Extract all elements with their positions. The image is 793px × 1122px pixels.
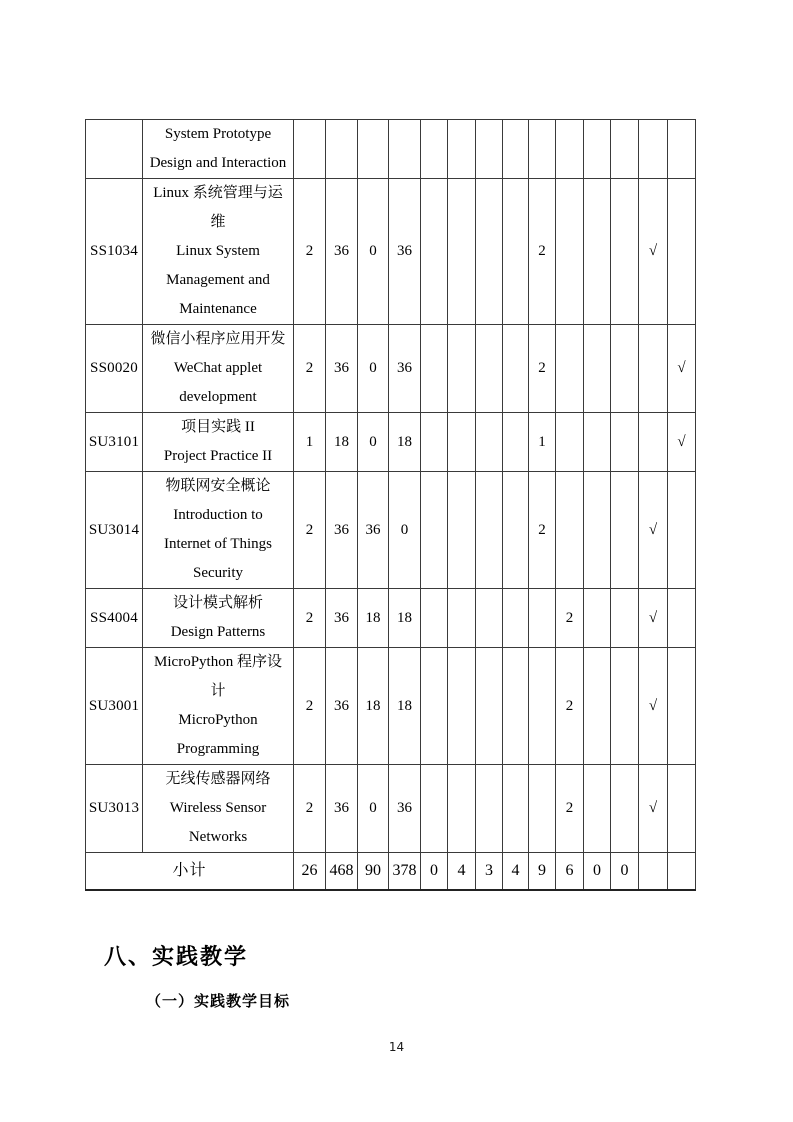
course-lecture-hours: 0 xyxy=(358,179,389,325)
course-semester-8 xyxy=(611,589,639,648)
course-row-1 xyxy=(86,179,696,325)
subtotal-semester-4: 4 xyxy=(503,853,529,890)
course-exam-check: √ xyxy=(639,589,668,648)
course-name-line: 无线传感器网络 xyxy=(165,771,271,787)
course-row-7 xyxy=(86,765,696,853)
course-name-line: 项目实践 II xyxy=(181,419,255,435)
course-name xyxy=(143,120,294,179)
course-name xyxy=(143,179,294,325)
course-semester-5 xyxy=(529,648,556,765)
course-semester-7 xyxy=(584,413,611,472)
course-semester-5: 1 xyxy=(529,413,556,472)
course-exam-check xyxy=(639,325,668,413)
course-name-line: development xyxy=(179,389,257,405)
subtotal-semester-6: 6 xyxy=(556,853,584,890)
course-semester-4 xyxy=(503,325,529,413)
course-code: SU3001 xyxy=(86,648,143,765)
course-name-line: Project Practice II xyxy=(163,448,273,464)
course-semester-6 xyxy=(556,325,584,413)
course-name-line: Wireless Sensor xyxy=(169,800,267,816)
course-total-hours xyxy=(326,120,358,179)
course-exam-check: √ xyxy=(639,648,668,765)
course-name-line: MicroPython 程序设 xyxy=(154,654,282,670)
course-total-hours: 18 xyxy=(326,413,358,472)
course-practice-hours: 36 xyxy=(389,325,421,413)
course-semester-1 xyxy=(421,765,448,853)
course-name-line: Internet of Things xyxy=(163,536,273,552)
course-semester-2 xyxy=(448,765,476,853)
course-semester-4 xyxy=(503,472,529,589)
section-heading: 八、实践教学 xyxy=(104,945,249,970)
course-semester-2 xyxy=(448,413,476,472)
course-name-line: Networks xyxy=(188,829,248,845)
course-name xyxy=(143,413,294,472)
course-semester-8 xyxy=(611,765,639,853)
subtotal-exam-check xyxy=(639,853,668,890)
course-semester-2 xyxy=(448,589,476,648)
course-semester-6 xyxy=(556,472,584,589)
course-practice-hours: 18 xyxy=(389,648,421,765)
course-semester-7 xyxy=(584,648,611,765)
course-code: SS0020 xyxy=(86,325,143,413)
course-assessment-check xyxy=(668,765,696,853)
course-semester-4 xyxy=(503,120,529,179)
course-total-hours: 36 xyxy=(326,589,358,648)
course-semester-1 xyxy=(421,120,448,179)
course-semester-3 xyxy=(476,472,503,589)
course-semester-7 xyxy=(584,589,611,648)
course-semester-5: 2 xyxy=(529,179,556,325)
course-lecture-hours xyxy=(358,120,389,179)
course-name-line: Design Patterns xyxy=(170,624,266,640)
course-semester-7 xyxy=(584,765,611,853)
course-semester-7 xyxy=(584,472,611,589)
course-name-line: Linux 系统管理与运 xyxy=(153,185,283,201)
course-semester-6: 2 xyxy=(556,589,584,648)
subtotal-practice-hours: 378 xyxy=(389,853,421,890)
course-semester-3 xyxy=(476,765,503,853)
course-semester-6: 2 xyxy=(556,648,584,765)
course-name-line: Introduction to xyxy=(173,507,263,523)
course-practice-hours: 36 xyxy=(389,179,421,325)
course-semester-8 xyxy=(611,648,639,765)
course-code: SU3014 xyxy=(86,472,143,589)
course-semester-5: 2 xyxy=(529,472,556,589)
subtotal-semester-7: 0 xyxy=(584,853,611,890)
course-row-3 xyxy=(86,413,696,472)
course-semester-5 xyxy=(529,765,556,853)
course-lecture-hours: 36 xyxy=(358,472,389,589)
course-code: SS4004 xyxy=(86,589,143,648)
course-semester-7 xyxy=(584,120,611,179)
course-exam-check xyxy=(639,120,668,179)
course-total-hours: 36 xyxy=(326,325,358,413)
course-name-line: Linux System xyxy=(176,243,260,259)
course-lecture-hours: 18 xyxy=(358,648,389,765)
course-practice-hours xyxy=(389,120,421,179)
course-assessment-check: √ xyxy=(668,325,696,413)
page-number: 14 xyxy=(388,1040,405,1054)
course-total-hours: 36 xyxy=(326,765,358,853)
course-lecture-hours: 0 xyxy=(358,765,389,853)
subtotal-total-hours: 468 xyxy=(326,853,358,890)
course-semester-8 xyxy=(611,120,639,179)
course-semester-1 xyxy=(421,325,448,413)
course-semester-8 xyxy=(611,325,639,413)
course-semester-2 xyxy=(448,472,476,589)
course-name-line: 维 xyxy=(210,214,226,230)
course-semester-8 xyxy=(611,472,639,589)
course-semester-4 xyxy=(503,413,529,472)
course-code: SU3013 xyxy=(86,765,143,853)
course-name xyxy=(143,765,294,853)
course-semester-4 xyxy=(503,648,529,765)
course-name-line: Programming xyxy=(176,741,260,757)
course-credits: 2 xyxy=(294,179,326,325)
course-semester-5: 2 xyxy=(529,325,556,413)
course-name xyxy=(143,325,294,413)
subtotal-row xyxy=(86,853,696,890)
subtotal-semester-2: 4 xyxy=(448,853,476,890)
course-name-line: 微信小程序应用开发 xyxy=(150,331,286,347)
subtotal-credits: 26 xyxy=(294,853,326,890)
subtotal-semester-1: 0 xyxy=(421,853,448,890)
course-semester-2 xyxy=(448,648,476,765)
course-semester-6 xyxy=(556,179,584,325)
course-semester-2 xyxy=(448,325,476,413)
course-credits xyxy=(294,120,326,179)
course-semester-2 xyxy=(448,120,476,179)
subtotal-semester-8: 0 xyxy=(611,853,639,890)
course-name-line: System Prototype xyxy=(164,126,272,142)
course-name-line: WeChat applet xyxy=(173,360,263,376)
section-subheading: （一）实践教学目标 xyxy=(146,992,291,1010)
course-semester-3 xyxy=(476,589,503,648)
course-practice-hours: 36 xyxy=(389,765,421,853)
course-code: SU3101 xyxy=(86,413,143,472)
course-semester-3 xyxy=(476,648,503,765)
course-semester-3 xyxy=(476,179,503,325)
course-semester-5 xyxy=(529,589,556,648)
course-semester-8 xyxy=(611,179,639,325)
course-table xyxy=(85,119,696,891)
course-lecture-hours: 18 xyxy=(358,589,389,648)
course-name-line: Security xyxy=(193,565,243,581)
course-name-line: 设计模式解析 xyxy=(172,595,263,611)
course-semester-1 xyxy=(421,472,448,589)
course-name-line: 计 xyxy=(210,683,226,699)
course-semester-5 xyxy=(529,120,556,179)
course-total-hours: 36 xyxy=(326,472,358,589)
course-assessment-check xyxy=(668,589,696,648)
course-name xyxy=(143,472,294,589)
course-semester-1 xyxy=(421,648,448,765)
course-practice-hours: 18 xyxy=(389,413,421,472)
course-exam-check xyxy=(639,413,668,472)
course-semester-6 xyxy=(556,413,584,472)
course-row-6 xyxy=(86,648,696,765)
course-exam-check: √ xyxy=(639,765,668,853)
course-semester-7 xyxy=(584,179,611,325)
course-semester-1 xyxy=(421,179,448,325)
course-semester-8 xyxy=(611,413,639,472)
course-semester-2 xyxy=(448,179,476,325)
course-code xyxy=(86,120,143,179)
course-semester-4 xyxy=(503,179,529,325)
subtotal-label: 小计 xyxy=(86,853,294,890)
course-semester-3 xyxy=(476,325,503,413)
course-code: SS1034 xyxy=(86,179,143,325)
course-row-2 xyxy=(86,325,696,413)
course-total-hours: 36 xyxy=(326,648,358,765)
course-assessment-check xyxy=(668,472,696,589)
course-table-body xyxy=(86,120,696,890)
subtotal-semester-3: 3 xyxy=(476,853,503,890)
course-credits: 2 xyxy=(294,472,326,589)
course-name-line: MicroPython xyxy=(178,712,258,728)
course-semester-3 xyxy=(476,413,503,472)
course-name xyxy=(143,648,294,765)
course-practice-hours: 18 xyxy=(389,589,421,648)
course-semester-7 xyxy=(584,325,611,413)
course-assessment-check xyxy=(668,120,696,179)
course-semester-6: 2 xyxy=(556,765,584,853)
subtotal-semester-5: 9 xyxy=(529,853,556,890)
course-semester-1 xyxy=(421,413,448,472)
course-credits: 2 xyxy=(294,325,326,413)
course-lecture-hours: 0 xyxy=(358,325,389,413)
course-semester-4 xyxy=(503,589,529,648)
course-row-0 xyxy=(86,120,696,179)
course-name-line: Maintenance xyxy=(179,301,257,317)
course-assessment-check xyxy=(668,179,696,325)
subtotal-assessment-check xyxy=(668,853,696,890)
course-exam-check: √ xyxy=(639,472,668,589)
course-semester-4 xyxy=(503,765,529,853)
course-semester-3 xyxy=(476,120,503,179)
course-credits: 1 xyxy=(294,413,326,472)
course-row-5 xyxy=(86,589,696,648)
course-credits: 2 xyxy=(294,765,326,853)
course-name-line: Design and Interaction xyxy=(149,155,287,171)
subtotal-lecture-hours: 90 xyxy=(358,853,389,890)
course-practice-hours: 0 xyxy=(389,472,421,589)
course-semester-1 xyxy=(421,589,448,648)
course-row-4 xyxy=(86,472,696,589)
course-assessment-check: √ xyxy=(668,413,696,472)
course-name-line: 物联网安全概论 xyxy=(165,478,271,494)
course-total-hours: 36 xyxy=(326,179,358,325)
course-credits: 2 xyxy=(294,648,326,765)
course-assessment-check xyxy=(668,648,696,765)
course-lecture-hours: 0 xyxy=(358,413,389,472)
course-name xyxy=(143,589,294,648)
course-name-line: Management and xyxy=(166,272,270,288)
course-semester-6 xyxy=(556,120,584,179)
course-credits: 2 xyxy=(294,589,326,648)
course-exam-check: √ xyxy=(639,179,668,325)
